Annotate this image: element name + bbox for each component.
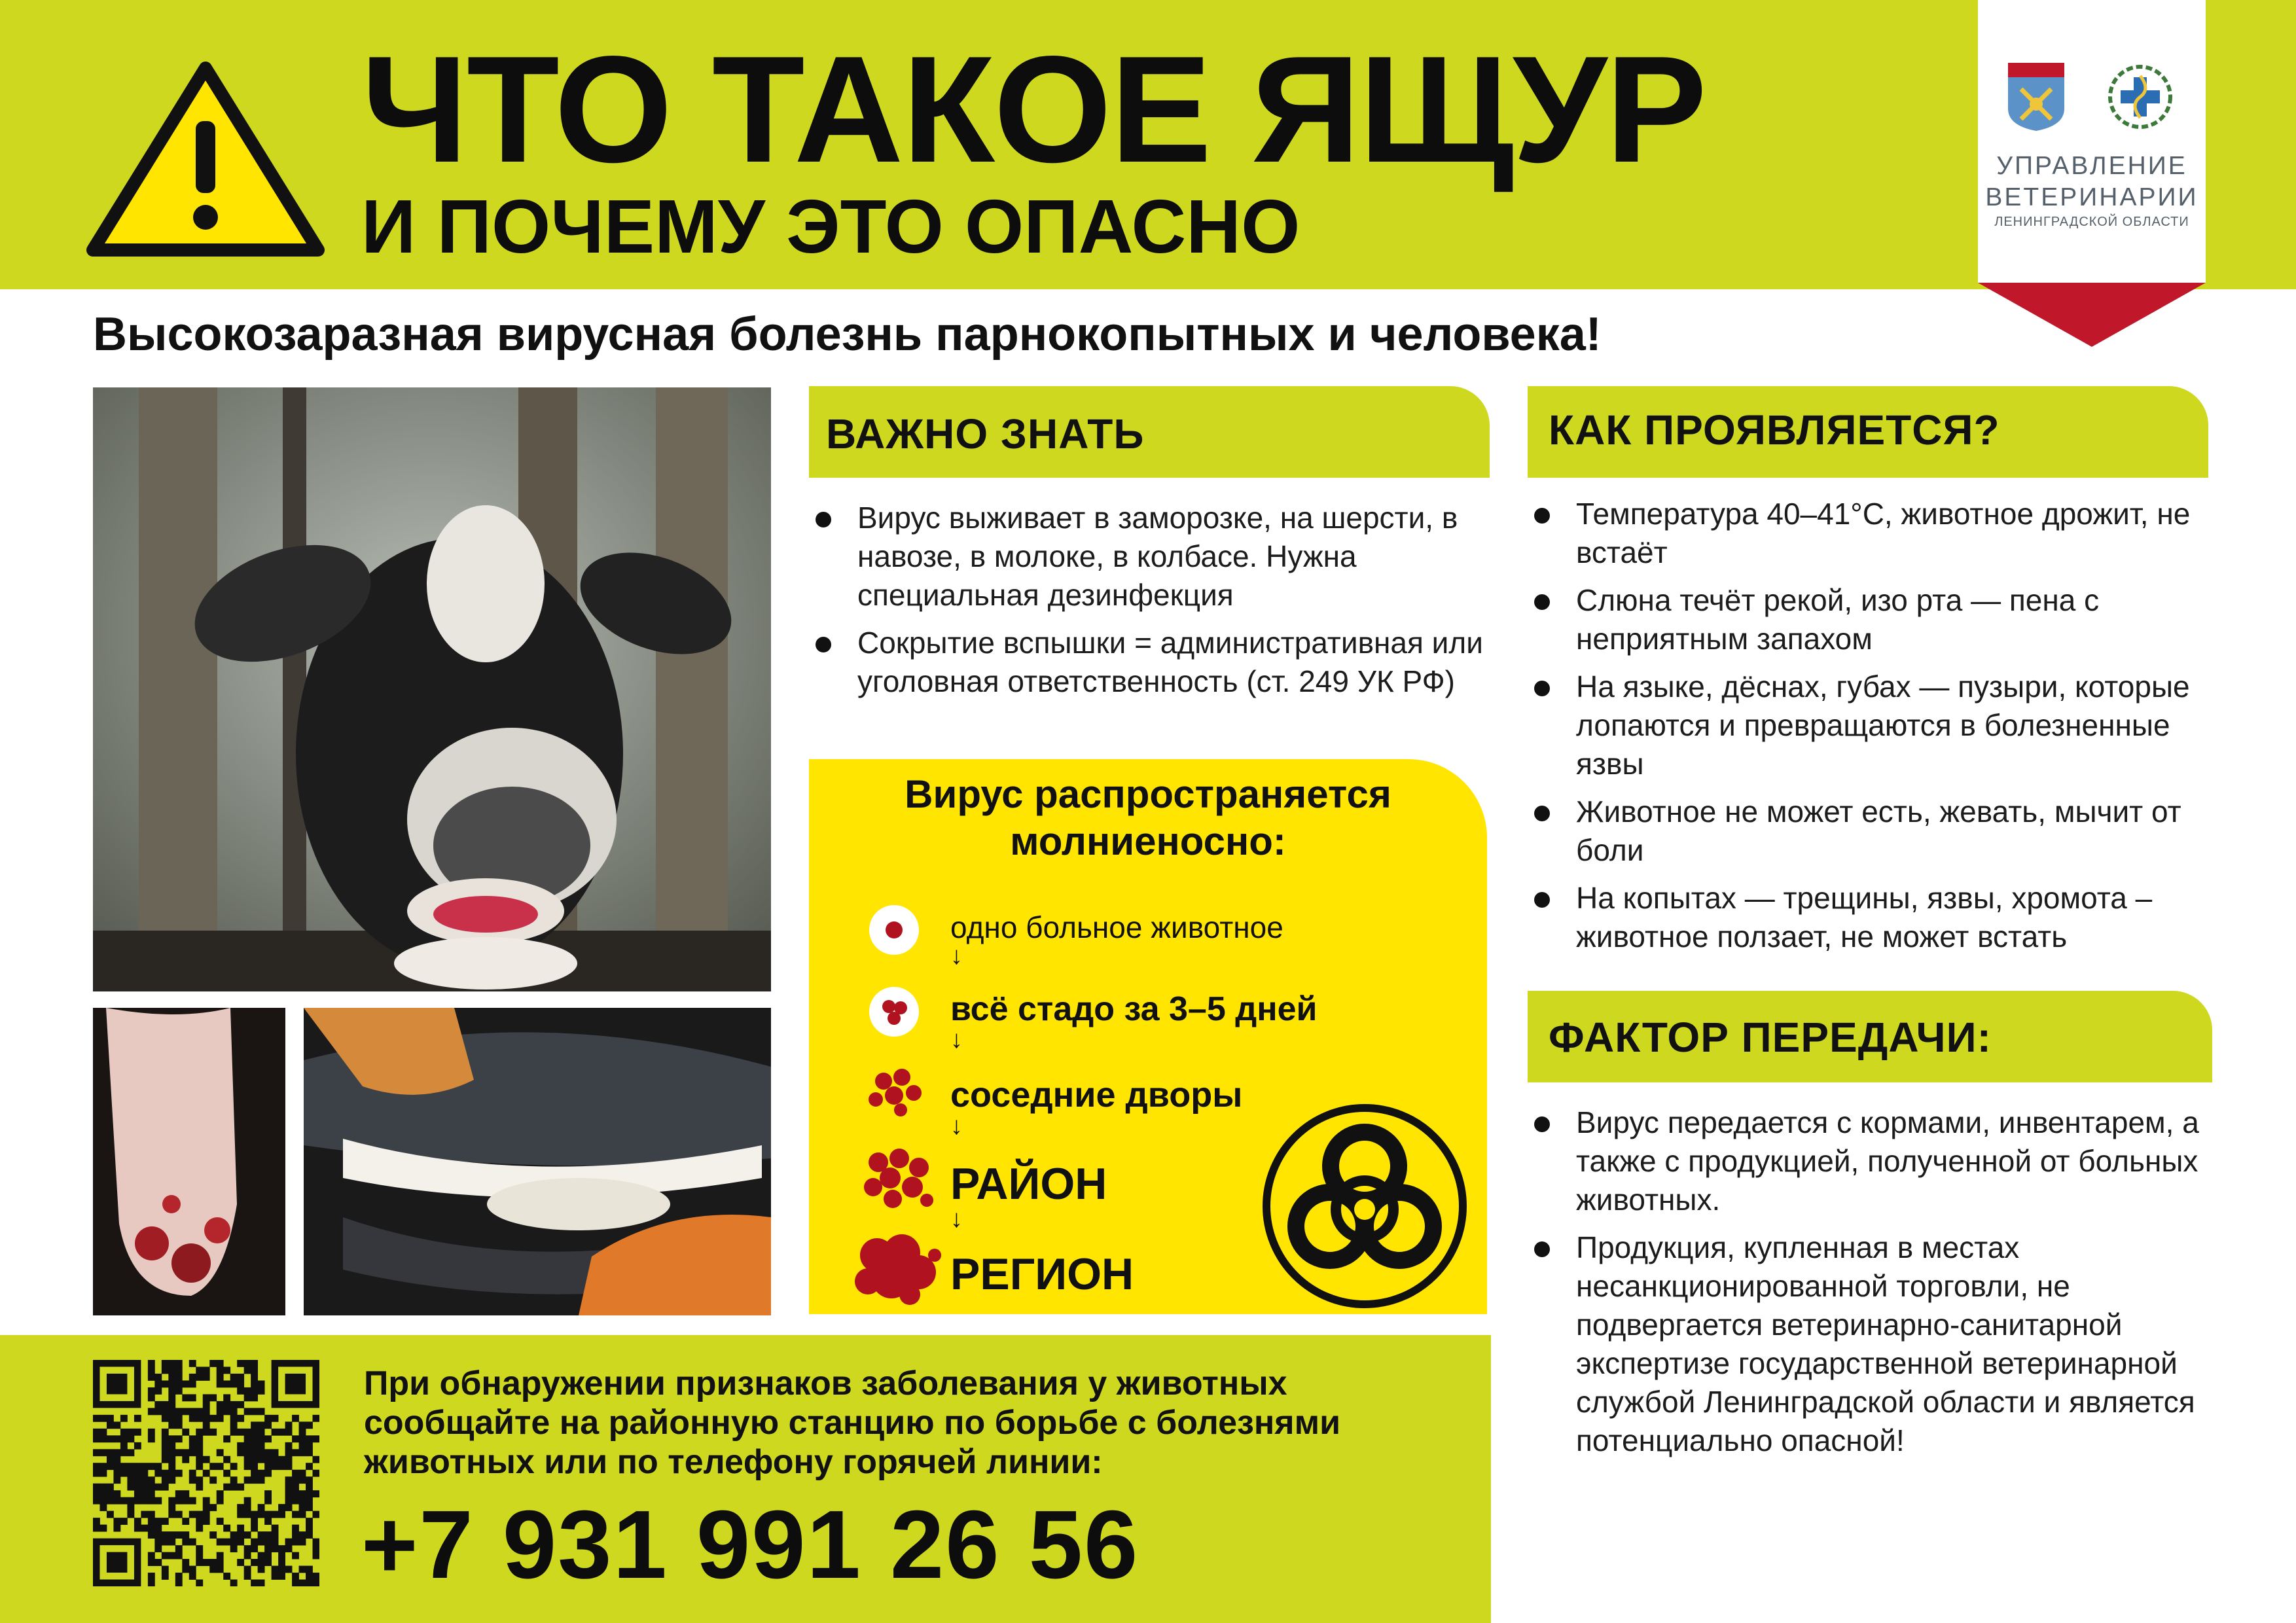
hotline-phone-number[interactable]: +7 931 991 26 56: [361, 1491, 1139, 1599]
spread-step-4: РАЙОН: [950, 1159, 1107, 1209]
organization-name-line-1: УПРАВЛЕНИЕ: [1996, 152, 2187, 180]
organization-name-line-2: ВЕТЕРИНАРИИ: [1985, 183, 2198, 211]
important-heading: ВАЖНО ЗНАТЬ: [826, 410, 1145, 457]
bullet-icon: [1534, 806, 1550, 821]
bullet-icon: [816, 637, 831, 652]
bullet-icon: [1534, 1116, 1550, 1132]
spread-step-5: РЕГИОН: [950, 1249, 1134, 1299]
veterinary-emblem-icon: [2106, 63, 2174, 131]
symptoms-heading: КАК ПРОЯВЛЯЕТСЯ?: [1549, 406, 2000, 454]
list-item: Вирус выживает в заморозке, на шерсти, в навозе, в молоке, в колбасе. Нужна специальная дезинфекция: [809, 499, 1487, 615]
list-item: Температура 40–41°С, животное дрожит, не встаёт: [1528, 495, 2215, 572]
important-list: [809, 499, 1487, 710]
list-item: Вирус передается с кормами, инвентарем, а также с продукцией, полученной от больных животных.: [1528, 1103, 2215, 1219]
organization-logo-panel: [1978, 0, 2206, 283]
qr-code[interactable]: [93, 1360, 319, 1586]
spread-step-3: соседние дворы: [950, 1075, 1243, 1115]
list-item: На языке, дёснах, губах — пузыри, которые лопаются и превращаются в болезненные язвы: [1528, 668, 2215, 783]
bullet-icon: [1534, 892, 1550, 908]
bullet-icon: [1534, 1241, 1550, 1257]
transmission-heading: ФАКТОР ПЕРЕДАЧИ:: [1549, 1014, 1992, 1061]
list-item: На копытах — трещины, язвы, хромота – животное ползает, не может встать: [1528, 879, 2215, 956]
spread-heading: Вирус распространяется молниеносно:: [905, 772, 1391, 863]
spread-step-2: всё стадо за 3–5 дней: [950, 990, 1318, 1028]
arrow-down-icon: ↓: [950, 1026, 963, 1054]
bullet-icon: [1534, 681, 1550, 696]
bullet-icon: [816, 512, 831, 527]
bullet-icon: [1534, 508, 1550, 524]
biohazard-icon: [1258, 1099, 1471, 1313]
list-item: Сокрытие вспышки = административная или уголовная ответственность (ст. 249 УК РФ): [809, 624, 1487, 701]
one-animal-icon: [868, 904, 920, 956]
list-item: Слюна течёт рекой, изо рта — пена с неприятным запахом: [1528, 581, 2215, 658]
region-spread-icon: [851, 1229, 942, 1308]
organization-name-line-3: ЛЕНИНГРАДСКОЙ ОБЛАСТИ: [1994, 215, 2189, 229]
infected-hoof-photo: [93, 1008, 285, 1315]
whole-herd-icon: [868, 986, 920, 1038]
neighbor-yards-icon: [864, 1061, 927, 1119]
subtitle: Высокозаразная вирусная болезнь парнокопытных и человека!: [93, 308, 1602, 361]
logo-ribbon: [1978, 283, 2206, 347]
infected-mouth-photo: [304, 1008, 771, 1315]
bullet-icon: [1534, 594, 1550, 610]
sick-cow-photo: [93, 387, 771, 991]
page-title: ЧТО ТАКОЕ ЯЩУР: [361, 25, 1706, 194]
symptoms-list: [1528, 495, 2215, 965]
district-spread-icon: [859, 1144, 937, 1213]
arrow-down-icon: ↓: [950, 942, 963, 970]
transmission-list: [1528, 1103, 2215, 1469]
list-item: Животное не может есть, жевать, мычит от боли: [1528, 793, 2215, 870]
spread-step-1: одно больное животное: [950, 910, 1283, 944]
list-item: Продукция, купленная в местах несанкционированной торговли, не подвергается ветеринарно-санитарной экспертизе государственной ветеринарной службой Ленинградской области и является потенциально опасной!: [1528, 1228, 2215, 1460]
page-title-subline: И ПОЧЕМУ ЭТО ОПАСНО: [361, 184, 1300, 269]
region-coat-of-arms-icon: [2008, 63, 2064, 131]
arrow-down-icon: ↓: [950, 1205, 963, 1233]
contact-text: При обнаружении признаков заболевания у животных сообщайте на районную станцию по борьбе с болезнями животных или по телефону горячей линии:: [364, 1364, 1341, 1481]
warning-triangle-icon: [84, 59, 327, 262]
arrow-down-icon: ↓: [950, 1113, 963, 1140]
